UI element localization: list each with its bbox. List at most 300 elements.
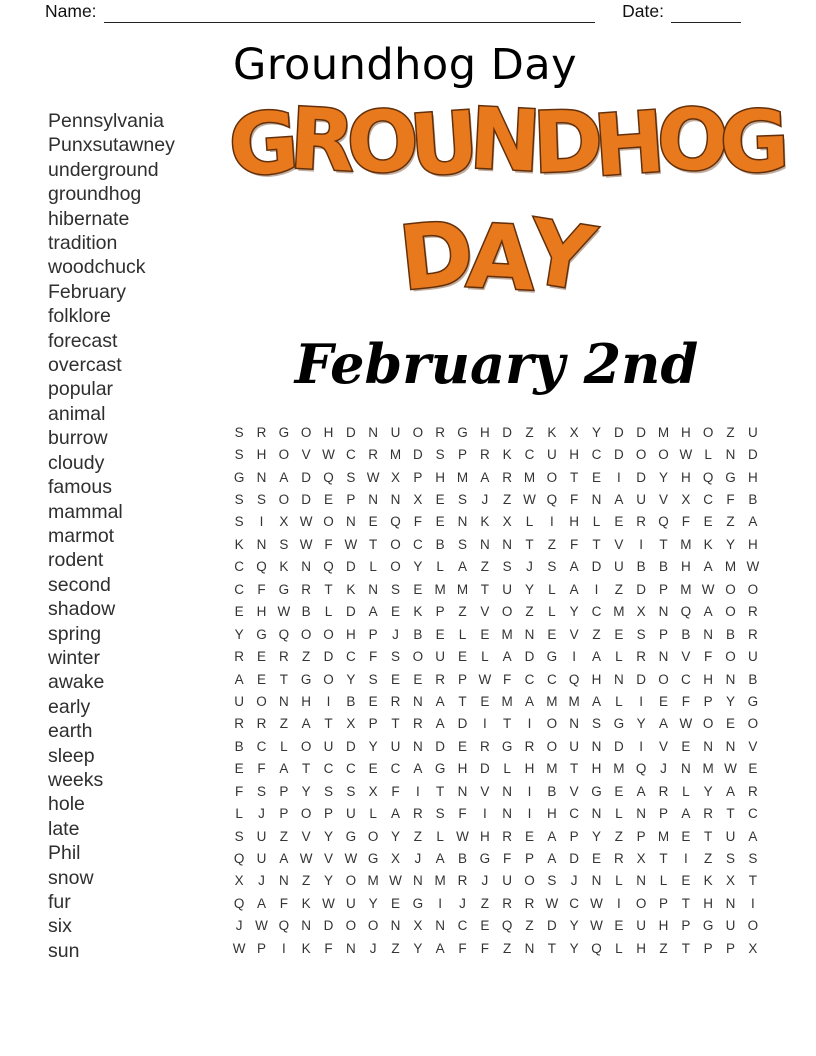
grid-cell: E <box>368 693 378 709</box>
grid-cell: W <box>255 918 268 934</box>
grid-cell: W <box>590 895 603 911</box>
grid-cell: N <box>725 447 736 463</box>
grid-cell: E <box>435 492 445 508</box>
grid-cell: D <box>636 424 647 440</box>
grid-cell: O <box>256 693 267 709</box>
grid-cell: Q <box>680 604 692 620</box>
grid-cell: G <box>613 716 625 732</box>
grid-cell: J <box>481 873 489 889</box>
grid-cell: L <box>481 649 489 665</box>
grid-cell: V <box>658 492 668 508</box>
grid-cell: S <box>256 492 266 508</box>
grid-cell: Z <box>503 492 512 508</box>
grid-cell: V <box>569 626 579 642</box>
grid-cell: E <box>234 761 244 777</box>
word-list <box>48 109 232 963</box>
grid-cell: O <box>747 918 759 934</box>
grid-cell: A <box>748 514 758 530</box>
grid-cell: T <box>592 536 601 552</box>
grid-cell: U <box>725 918 736 934</box>
grid-cell: C <box>569 806 580 822</box>
grid-cell: Y <box>569 940 579 956</box>
grid-cell: O <box>300 738 312 754</box>
grid-cell: D <box>301 469 312 485</box>
grid-cell: C <box>345 447 356 463</box>
grid-cell: M <box>702 761 714 777</box>
grid-cell: G <box>367 851 379 867</box>
grid-cell: L <box>324 604 333 620</box>
grid-cell: M <box>389 447 402 463</box>
grid-cell: G <box>278 424 290 440</box>
grid-cell: C <box>234 581 245 597</box>
grid-cell: E <box>390 671 400 687</box>
word-item: sleep <box>48 744 95 767</box>
grid-cell: V <box>614 536 624 552</box>
grid-cell: V <box>323 851 333 867</box>
grid-cell: A <box>725 783 735 799</box>
grid-cell: U <box>569 738 580 754</box>
grid-cell: M <box>680 536 692 552</box>
logo-letter: Y <box>521 199 601 312</box>
grid-cell: X <box>502 514 512 530</box>
grid-cell: F <box>503 671 512 687</box>
grid-cell: Q <box>233 851 245 867</box>
page-title: Groundhog Day <box>233 40 578 90</box>
grid-cell: F <box>369 649 378 665</box>
grid-cell: C <box>345 649 356 665</box>
grid-cell: W <box>366 469 380 485</box>
grid-cell: O <box>546 469 558 485</box>
grid-cell: N <box>256 536 267 552</box>
word-item: rodent <box>48 549 104 572</box>
grid-cell: D <box>636 469 647 485</box>
grid-cell: A <box>413 761 423 777</box>
grid-cell: N <box>725 895 736 911</box>
word-item: underground <box>48 158 159 181</box>
grid-cell: R <box>479 738 490 754</box>
grid-cell: U <box>390 738 401 754</box>
word-item: winter <box>48 646 101 669</box>
logo-letter: R <box>287 89 358 191</box>
word-item: sun <box>48 939 80 962</box>
logo-letter: G <box>718 91 791 193</box>
grid-cell: O <box>702 716 714 732</box>
grid-cell: J <box>481 492 489 508</box>
grid-cell: R <box>234 649 245 665</box>
grid-cell: S <box>748 851 758 867</box>
grid-cell: E <box>681 828 691 844</box>
grid-cell: N <box>524 940 535 956</box>
grid-cell: S <box>234 828 244 844</box>
grid-cell: A <box>502 649 512 665</box>
grid-cell: K <box>502 447 512 463</box>
grid-cell: Y <box>234 626 244 642</box>
grid-cell: X <box>390 469 400 485</box>
grid-cell: W <box>389 873 402 889</box>
grid-cell: R <box>234 716 245 732</box>
grid-cell: R <box>502 828 513 844</box>
grid-cell: M <box>613 604 625 620</box>
grid-cell: O <box>635 447 647 463</box>
grid-cell: X <box>234 873 244 889</box>
logo-letter: G <box>225 92 302 196</box>
grid-cell: I <box>415 783 420 799</box>
grid-cell: E <box>368 514 378 530</box>
grid-cell: O <box>524 873 535 889</box>
grid-cell: X <box>368 783 378 799</box>
grid-cell: E <box>614 626 624 642</box>
grid-cell: N <box>591 492 602 508</box>
word-item: Phil <box>48 842 81 865</box>
grid-cell: W <box>545 895 559 911</box>
word-search-grid <box>228 421 764 960</box>
grid-cell: K <box>480 514 490 530</box>
grid-cell: H <box>703 895 714 911</box>
grid-cell: P <box>725 940 735 956</box>
grid-cell: P <box>658 806 668 822</box>
grid-cell: D <box>613 738 624 754</box>
grid-cell: O <box>635 895 647 911</box>
grid-cell: T <box>525 536 534 552</box>
header-row <box>45 1 741 23</box>
grid-cell: Y <box>636 716 646 732</box>
grid-cell: N <box>569 716 580 732</box>
grid-cell: A <box>547 828 557 844</box>
grid-cell: R <box>502 469 513 485</box>
grid-cell: K <box>279 559 289 575</box>
grid-cell: J <box>258 873 265 889</box>
grid-cell: F <box>681 693 690 709</box>
grid-cell: N <box>368 424 379 440</box>
grid-cell: N <box>368 492 379 508</box>
grid-cell: Q <box>546 492 558 508</box>
logo-word-groundhog <box>225 89 791 196</box>
grid-cell: E <box>614 514 624 530</box>
grid-cell: U <box>636 492 647 508</box>
grid-cell: D <box>345 424 356 440</box>
grid-cell: H <box>680 424 691 440</box>
grid-cell: S <box>390 649 400 665</box>
grid-cell: I <box>438 895 443 911</box>
word-item: cloudy <box>48 451 105 474</box>
grid-cell: U <box>502 873 513 889</box>
grid-cell: I <box>683 851 688 867</box>
grid-cell: O <box>747 716 759 732</box>
grid-cell: O <box>725 604 736 620</box>
grid-cell: O <box>300 424 312 440</box>
grid-cell: S <box>323 783 333 799</box>
name-label: Name: <box>45 1 97 21</box>
grid-cell: D <box>613 447 624 463</box>
grid-cell: Y <box>301 783 311 799</box>
grid-cell: P <box>658 895 668 911</box>
grid-cell: V <box>658 738 668 754</box>
grid-cell: E <box>256 649 266 665</box>
word-item: Pennsylvania <box>48 110 164 132</box>
grid-cell: O <box>390 559 401 575</box>
grid-cell: G <box>747 693 759 709</box>
grid-cell: M <box>367 873 379 889</box>
grid-cell: C <box>524 447 535 463</box>
grid-cell: A <box>234 671 244 687</box>
grid-cell: B <box>748 492 758 508</box>
grid-cell: D <box>636 581 647 597</box>
grid-cell: H <box>747 536 758 552</box>
grid-cell: F <box>257 581 266 597</box>
grid-cell: Y <box>390 828 400 844</box>
grid-cell: Y <box>591 828 601 844</box>
grid-cell: E <box>435 626 445 642</box>
grid-cell: P <box>658 581 668 597</box>
grid-cell: M <box>724 559 737 575</box>
grid-cell: G <box>479 851 491 867</box>
grid-cell: D <box>591 559 602 575</box>
grid-cell: G <box>345 828 357 844</box>
grid-cell: L <box>369 559 377 575</box>
grid-cell: N <box>636 806 647 822</box>
grid-cell: H <box>457 761 468 777</box>
grid-cell: T <box>369 536 378 552</box>
grid-cell: E <box>524 828 534 844</box>
grid-cell: N <box>658 604 669 620</box>
grid-cell: O <box>345 873 357 889</box>
grid-cell: F <box>570 536 579 552</box>
word-item: awake <box>48 671 105 694</box>
word-item: mammal <box>48 500 123 523</box>
grid-cell: T <box>324 716 333 732</box>
grid-cell: V <box>301 828 311 844</box>
grid-cell: I <box>639 693 644 709</box>
grid-cell: G <box>434 761 446 777</box>
name-line <box>104 5 596 23</box>
grid-cell: H <box>703 671 714 687</box>
grid-cell: R <box>278 649 289 665</box>
grid-cell: Q <box>658 514 669 530</box>
grid-cell: X <box>748 940 758 956</box>
grid-cell: T <box>458 693 467 709</box>
grid-cell: A <box>457 559 467 575</box>
grid-cell: O <box>323 626 334 642</box>
grid-cell: S <box>457 536 467 552</box>
grid-cell: X <box>681 492 691 508</box>
grid-cell: C <box>390 761 401 777</box>
grid-cell: N <box>502 536 513 552</box>
grid-cell: F <box>257 761 266 777</box>
grid-cell: S <box>368 671 378 687</box>
grid-cell: M <box>657 828 670 844</box>
grid-cell: U <box>546 447 557 463</box>
grid-cell: I <box>616 895 621 911</box>
grid-cell: J <box>392 626 399 642</box>
grid-cell: C <box>591 604 602 620</box>
logo-letter: D <box>394 200 479 311</box>
grid-cell: A <box>368 604 378 620</box>
grid-cell: X <box>413 492 423 508</box>
grid-cell: F <box>391 783 400 799</box>
grid-cell: Z <box>391 940 400 956</box>
grid-cell: M <box>456 469 469 485</box>
grid-cell: C <box>345 761 356 777</box>
grid-cell: X <box>725 873 735 889</box>
grid-cell: Z <box>614 828 623 844</box>
grid-cell: L <box>615 873 623 889</box>
grid-cell: H <box>591 671 602 687</box>
logo-letter: H <box>591 92 669 196</box>
grid-cell: Q <box>635 761 647 777</box>
grid-cell: H <box>479 828 490 844</box>
grid-cell: P <box>368 716 378 732</box>
grid-cell: G <box>233 469 245 485</box>
grid-cell: V <box>748 738 758 754</box>
grid-cell: F <box>503 851 512 867</box>
grid-cell: F <box>458 940 467 956</box>
grid-cell: W <box>590 918 603 934</box>
grid-cell: M <box>680 581 692 597</box>
grid-cell: P <box>256 940 266 956</box>
logo-letter: U <box>406 92 482 196</box>
grid-cell: T <box>570 469 579 485</box>
grid-cell: C <box>591 447 602 463</box>
grid-cell: N <box>591 738 602 754</box>
grid-cell: Z <box>726 514 735 530</box>
grid-cell: B <box>748 671 758 687</box>
grid-cell: U <box>725 828 736 844</box>
grid-cell: L <box>503 761 511 777</box>
grid-cell: K <box>346 581 356 597</box>
grid-cell: R <box>524 895 535 911</box>
grid-cell: G <box>278 581 290 597</box>
grid-cell: I <box>549 514 554 530</box>
word-item: shadow <box>48 598 116 621</box>
grid-cell: W <box>344 851 358 867</box>
grid-cell: R <box>524 738 535 754</box>
grid-cell: P <box>435 604 445 620</box>
grid-cell: P <box>703 940 713 956</box>
grid-cell: M <box>501 626 513 642</box>
grid-cell: K <box>703 873 713 889</box>
logo-letter: O <box>344 91 420 193</box>
grid-cell: N <box>412 738 423 754</box>
grid-cell: L <box>436 828 444 844</box>
grid-cell: L <box>436 559 444 575</box>
logo-letter: D <box>530 91 605 193</box>
grid-cell: R <box>435 424 446 440</box>
grid-cell: A <box>547 851 557 867</box>
grid-cell: N <box>613 671 624 687</box>
grid-cell: H <box>524 761 535 777</box>
word-item: Punxsutawney <box>48 134 175 157</box>
grid-cell: B <box>457 851 467 867</box>
word-item: February <box>48 280 127 303</box>
grid-cell: Z <box>302 649 311 665</box>
grid-cell: N <box>680 761 691 777</box>
grid-cell: Z <box>458 604 467 620</box>
grid-cell: H <box>569 447 580 463</box>
grid-cell: N <box>390 918 401 934</box>
grid-cell: B <box>636 559 646 575</box>
grid-cell: A <box>524 693 534 709</box>
grid-cell: L <box>548 604 556 620</box>
grid-cell: E <box>323 492 333 508</box>
grid-cell: N <box>703 626 714 642</box>
grid-cell: U <box>345 806 356 822</box>
grid-cell: F <box>704 649 713 665</box>
grid-cell: Y <box>413 559 423 575</box>
grid-cell: X <box>279 514 289 530</box>
grid-cell: O <box>747 581 759 597</box>
grid-cell: E <box>480 626 490 642</box>
grid-cell: A <box>748 828 758 844</box>
grid-cell: M <box>434 581 446 597</box>
grid-cell: I <box>527 806 532 822</box>
grid-cell: Y <box>413 940 423 956</box>
grid-cell: E <box>614 918 624 934</box>
grid-cell: J <box>258 806 265 822</box>
word-item: animal <box>48 402 106 425</box>
grid-cell: R <box>502 895 513 911</box>
grid-cell: W <box>232 940 246 956</box>
grid-cell: H <box>636 940 647 956</box>
grid-cell: O <box>300 626 312 642</box>
grid-cell: N <box>457 783 468 799</box>
grid-cell: F <box>458 806 467 822</box>
grid-cell: U <box>502 581 513 597</box>
grid-cell: I <box>750 895 755 911</box>
grid-cell: A <box>591 693 601 709</box>
grid-cell: R <box>256 424 267 440</box>
grid-cell: N <box>457 514 468 530</box>
grid-cell: L <box>704 447 712 463</box>
grid-cell: A <box>301 716 311 732</box>
grid-cell: D <box>435 738 446 754</box>
grid-cell: O <box>278 447 290 463</box>
grid-cell: N <box>390 492 401 508</box>
grid-cell: S <box>435 806 445 822</box>
grid-cell: S <box>390 581 400 597</box>
grid-cell: Q <box>702 469 714 485</box>
grid-cell: B <box>435 536 445 552</box>
grid-cell: C <box>323 761 334 777</box>
grid-cell: L <box>458 626 467 642</box>
grid-cell: W <box>679 447 693 463</box>
grid-cell: S <box>256 783 266 799</box>
grid-cell: V <box>480 783 490 799</box>
grid-cell: K <box>703 536 713 552</box>
grid-cell: Y <box>591 424 601 440</box>
grid-cell: N <box>368 581 379 597</box>
grid-cell: Q <box>591 940 602 956</box>
grid-cell: L <box>615 806 623 822</box>
grid-cell: N <box>412 693 423 709</box>
grid-cell: O <box>367 828 379 844</box>
grid-cell: H <box>323 424 334 440</box>
grid-cell: H <box>680 469 691 485</box>
grid-cell: R <box>390 693 401 709</box>
word-item: spring <box>48 622 102 645</box>
grid-cell: J <box>369 940 377 956</box>
grid-cell: D <box>747 447 758 463</box>
grid-cell: W <box>322 447 335 463</box>
grid-cell: C <box>680 671 691 687</box>
grid-cell: E <box>390 604 400 620</box>
grid-cell: T <box>748 873 757 889</box>
grid-cell: J <box>570 873 578 889</box>
grid-cell: H <box>301 693 312 709</box>
grid-cell: U <box>256 851 267 867</box>
grid-cell: C <box>412 536 423 552</box>
grid-cell: T <box>391 716 400 732</box>
grid-cell: S <box>457 492 467 508</box>
